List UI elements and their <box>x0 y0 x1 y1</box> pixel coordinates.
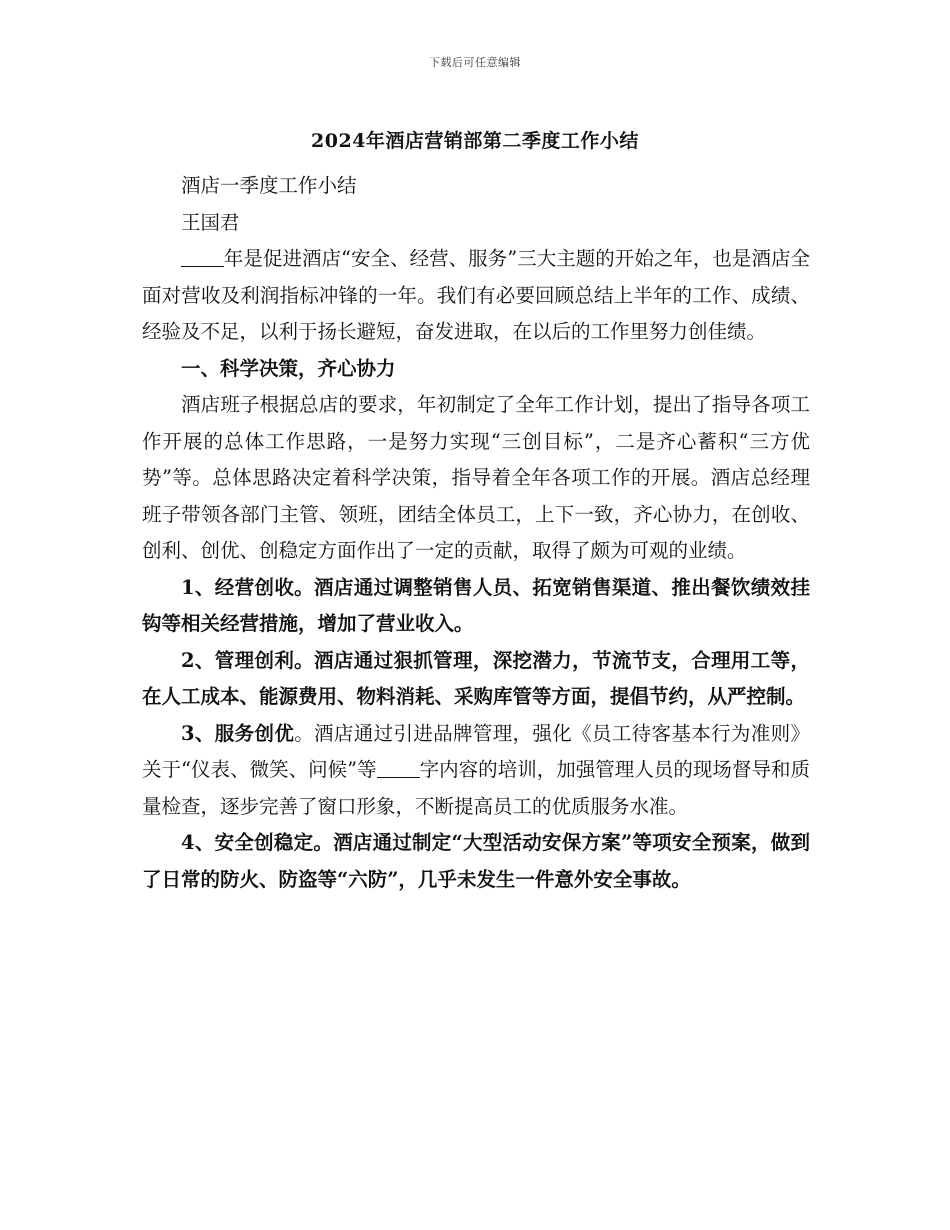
item-operations: 1、经营创收。酒店通过调整销售人员、拓宽销售渠道、推出餐饮绩效挂钩等相关经营措施，增加了营业收入。 <box>142 575 810 635</box>
author-line: 王国君 <box>181 210 240 234</box>
document-body <box>142 168 810 898</box>
subtitle-line: 酒店一季度工作小结 <box>181 174 357 197</box>
header-note: 下载后可任意编辑 <box>429 56 521 69</box>
item-safety: 4、安全创稳定。酒店通过制定“大型活动安保方案”等项安全预案，做到了日常的防火、防盗等“六防”，几乎未发生一件意外安全事故。 <box>142 831 810 891</box>
section-paragraph: 酒店班子根据总店的要求，年初制定了全年工作计划，提出了指导各项工作开展的总体工作思路，一是努力实现“三创目标”，二是齐心蓄积“三方优势”等。总体思路决定着科学决策，指导着全年各项工作的开展。酒店总经理班子带领各部门主管、领班，团结全体员工，上下一致，齐心协力，在创收、创利、创优、创稳定方面作出了一定的贡献，取得了颇为可观的业绩。 <box>142 393 810 562</box>
intro-paragraph <box>142 241 810 351</box>
document-title: 2024年酒店营销部第二季度工作小结 <box>311 130 639 152</box>
blank-underline <box>181 246 224 267</box>
blank-underline <box>377 757 420 778</box>
item-service-body-b: 字内容的培训，加强管理人员的现场督导和质量检查，逐步完善了窗口形象，不断提高员工的优质服务水准。 <box>142 758 810 818</box>
item-service-lead: 3、服务创优 <box>181 721 295 745</box>
item-management: 2、管理创利。酒店通过狠抓管理，深挖潜力，节流节支，合理用工等，在人工成本、能源费用、物料消耗、采购库管等方面，提倡节约，从严控制。 <box>142 648 810 708</box>
section-heading: 一、科学决策，齐心协力 <box>181 356 396 380</box>
item-service <box>142 716 810 826</box>
intro-text: 年是促进酒店“安全、经营、服务”三大主题的开始之年，也是酒店全面对营收及利润指标冲锋的一年。我们有必要回顾总结上半年的工作、成绩、经验及不足，以利于扬长避短，奋发进取，在以后的工作里努力创佳绩。 <box>142 247 810 343</box>
item-service-body-a: 。酒店通过引进品牌管理，强化《员工待客基本行为准则》关于“仪表、微笑、问候”等 <box>142 721 810 781</box>
